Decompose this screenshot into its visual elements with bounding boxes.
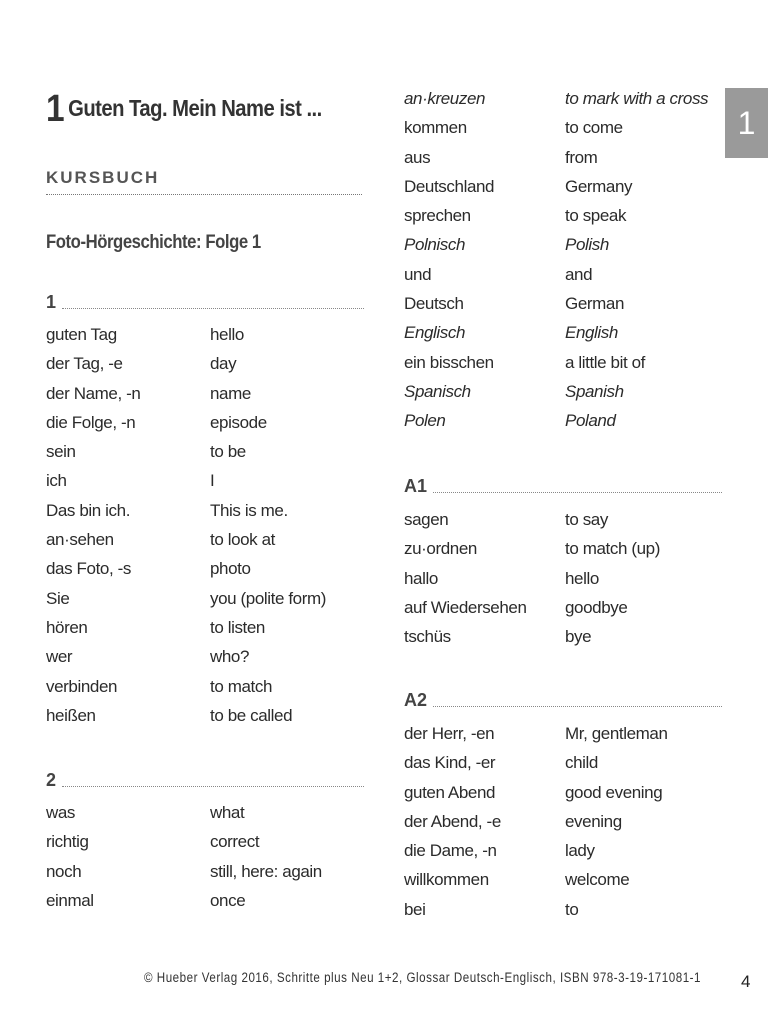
vocab-entry: [404, 505, 660, 534]
section-heading-kursbuch: KURSBUCH: [46, 168, 362, 195]
german-term: ich: [46, 471, 67, 491]
english-translation: Germany: [565, 176, 633, 196]
vocab-entry: [46, 349, 326, 378]
vocab-entry: [46, 613, 326, 642]
german-term: der Tag, -e: [46, 354, 123, 374]
vocab-entry: [46, 496, 326, 525]
chapter-title-text: Guten Tag. Mein Name ist ...: [68, 95, 322, 121]
german-term: bei: [404, 899, 426, 919]
german-term: das Foto, -s: [46, 559, 131, 579]
english-translation: what: [210, 803, 245, 822]
german-term: sprechen: [404, 206, 471, 226]
dotted-rule: [433, 706, 722, 707]
german-term: Polen: [404, 411, 446, 431]
vocab-entry: [46, 798, 322, 827]
vocab-entry: [46, 642, 326, 671]
german-term: sein: [46, 442, 76, 462]
english-translation: to be: [210, 442, 246, 462]
vocab-list-a1: [404, 505, 660, 651]
english-translation: episode: [210, 412, 267, 432]
german-term: Sie: [46, 588, 70, 608]
vocab-entry: [404, 865, 668, 894]
vocab-entry: [46, 320, 326, 349]
vocab-entry: [404, 836, 668, 865]
vocab-entry: [404, 230, 708, 259]
english-translation: to look at: [210, 530, 275, 550]
vocab-entry: [404, 622, 660, 651]
vocab-list-a2: [404, 719, 668, 924]
german-term: zu·ordnen: [404, 539, 477, 559]
section-header-a2: [404, 690, 722, 710]
german-term: wer: [46, 647, 73, 667]
german-term: der Name, -n: [46, 383, 141, 403]
vocab-entry: [404, 260, 708, 289]
vocab-entry: [404, 113, 708, 142]
section-label: 1: [46, 292, 57, 312]
english-translation: to say: [565, 510, 608, 529]
english-translation: German: [565, 294, 625, 314]
english-translation: to mark with a cross: [565, 89, 709, 108]
chapter-tab-marker: 1: [725, 88, 768, 158]
english-translation: welcome: [565, 870, 630, 890]
english-translation: hello: [210, 325, 244, 344]
section-label: 2: [46, 770, 57, 790]
english-translation: good evening: [565, 782, 663, 802]
vocab-entry: [404, 564, 660, 593]
german-term: die Folge, -n: [46, 412, 136, 432]
german-term: hören: [46, 617, 88, 637]
vocab-list-1: [46, 320, 326, 730]
german-term: noch: [46, 861, 82, 881]
footer-copyright: © Hueber Verlag 2016, Schritte plus Neu 1+2, Glossar Deutsch-Englisch, ISBN 978-3-19-171081-1: [144, 970, 702, 985]
vocab-entry: [46, 584, 326, 613]
english-translation: child: [565, 753, 598, 773]
german-term: aus: [404, 147, 431, 167]
german-term: an·sehen: [46, 530, 114, 550]
vocab-entry: [404, 348, 708, 377]
vocab-entry: [46, 827, 322, 856]
english-translation: and: [565, 264, 593, 284]
english-translation: a little bit of: [565, 352, 645, 372]
vocab-entry: [404, 143, 708, 172]
chapter-number: 1: [46, 88, 65, 130]
vocab-entry: [46, 379, 326, 408]
section-header-1: [46, 292, 364, 312]
vocab-entry: [46, 886, 322, 915]
german-term: einmal: [46, 890, 94, 910]
german-term: die Dame, -n: [404, 841, 497, 861]
english-translation: photo: [210, 559, 251, 579]
german-term: hallo: [404, 568, 438, 588]
dotted-rule: [62, 786, 364, 787]
german-term: Spanisch: [404, 381, 471, 401]
vocab-entry: [46, 466, 326, 495]
english-translation: day: [210, 354, 237, 374]
dotted-rule: [62, 308, 364, 309]
german-term: ein bisschen: [404, 352, 494, 372]
english-translation: Spanish: [565, 381, 624, 401]
german-term: und: [404, 264, 432, 284]
vocab-entry: [46, 672, 326, 701]
vocab-entry: [404, 84, 708, 113]
english-translation: lady: [565, 841, 595, 861]
german-term: guten Abend: [404, 782, 496, 802]
english-translation: evening: [565, 811, 622, 831]
vocab-entry: [46, 437, 326, 466]
vocab-list-continued: [404, 84, 708, 436]
vocab-entry: [46, 525, 326, 554]
english-translation: once: [210, 890, 246, 910]
german-term: Polnisch: [404, 235, 466, 255]
section-header-a1: [404, 476, 722, 496]
german-term: der Herr, -en: [404, 724, 495, 743]
german-term: Das bin ich.: [46, 500, 131, 520]
vocab-entry: [404, 778, 668, 807]
english-translation: goodbye: [565, 597, 628, 617]
english-translation: This is me.: [210, 500, 288, 520]
dotted-rule: [433, 492, 722, 493]
german-term: guten Tag: [46, 325, 117, 344]
german-term: verbinden: [46, 676, 118, 696]
english-translation: I: [210, 471, 215, 491]
vocab-entry: [404, 318, 708, 347]
vocab-entry: [404, 289, 708, 318]
subtitle: Foto-Hörgeschichte: Folge 1: [46, 232, 261, 253]
english-translation: you (polite form): [210, 588, 327, 608]
english-translation: correct: [210, 832, 260, 852]
section-header-2: [46, 770, 364, 790]
english-translation: to listen: [210, 617, 265, 637]
english-translation: to speak: [565, 206, 627, 226]
vocab-entry: [404, 719, 668, 748]
english-translation: Mr, gentleman: [565, 724, 668, 743]
vocab-entry: [404, 748, 668, 777]
english-translation: to match (up): [565, 539, 660, 559]
page-number: 4: [741, 972, 751, 991]
vocab-entry: [46, 408, 326, 437]
vocab-entry: [46, 554, 326, 583]
german-term: richtig: [46, 832, 89, 852]
vocab-entry: [46, 701, 326, 730]
english-translation: bye: [565, 627, 592, 647]
vocab-entry: [404, 895, 668, 924]
vocab-entry: [404, 377, 708, 406]
german-term: das Kind, -er: [404, 753, 496, 773]
english-translation: Polish: [565, 235, 609, 255]
english-translation: who?: [210, 647, 250, 667]
vocab-entry: [404, 534, 660, 563]
vocab-entry: [404, 406, 708, 435]
english-translation: hello: [565, 568, 599, 588]
english-translation: Poland: [565, 411, 616, 431]
english-translation: to come: [565, 118, 623, 138]
english-translation: to match: [210, 676, 272, 696]
german-term: willkommen: [404, 870, 489, 890]
english-translation: to be called: [210, 705, 293, 725]
section-label: A2: [404, 690, 428, 710]
german-term: kommen: [404, 118, 467, 138]
vocab-entry: [404, 201, 708, 230]
german-term: heißen: [46, 705, 96, 725]
german-term: auf Wiedersehen: [404, 597, 527, 617]
german-term: Englisch: [404, 323, 466, 343]
vocab-entry: [404, 172, 708, 201]
vocab-entry: [404, 807, 668, 836]
german-term: der Abend, -e: [404, 811, 501, 831]
english-translation: English: [565, 323, 618, 343]
english-translation: from: [565, 147, 598, 167]
german-term: an·kreuzen: [404, 89, 486, 108]
english-translation: name: [210, 383, 251, 403]
section-label: A1: [404, 476, 428, 496]
german-term: tschüs: [404, 627, 451, 647]
german-term: Deutsch: [404, 294, 464, 314]
german-term: was: [46, 803, 76, 822]
chapter-title: [46, 88, 322, 131]
vocab-entry: [46, 857, 322, 886]
vocab-list-2: [46, 798, 322, 915]
german-term: sagen: [404, 510, 449, 529]
english-translation: to: [565, 899, 579, 919]
english-translation: still, here: again: [210, 861, 322, 881]
vocab-entry: [404, 593, 660, 622]
german-term: Deutschland: [404, 176, 495, 196]
